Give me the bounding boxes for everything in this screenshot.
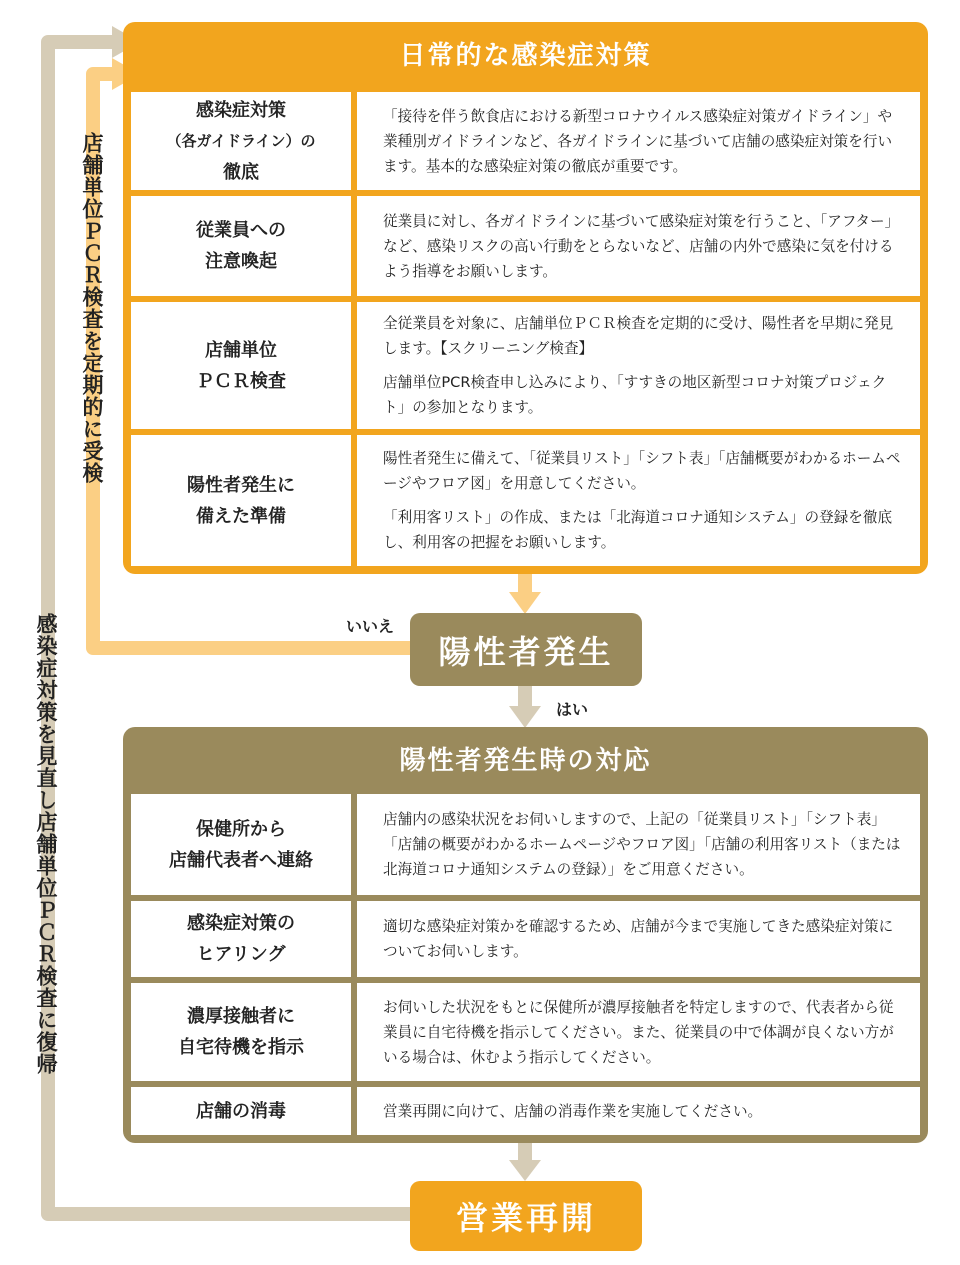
row-description [357, 196, 920, 296]
row-label-line: 感染症対策の [187, 913, 295, 934]
row-description [357, 983, 920, 1081]
response-row [131, 983, 920, 1081]
row-description [357, 794, 920, 895]
daily-row [131, 92, 920, 190]
inner-loop-label: 店舗単位ＰＣＲ検査を定期的に受検 [80, 132, 104, 484]
row-description [357, 302, 920, 429]
down-arrow-3-shaft [518, 1141, 532, 1163]
response-row [131, 901, 920, 977]
response-row [131, 794, 920, 895]
down-arrow-2-head [509, 706, 541, 728]
row-label-line: 濃厚接触者に [187, 1006, 295, 1027]
row-description [357, 435, 920, 566]
row-label-line: 店舗代表者へ連絡 [169, 849, 313, 871]
row-label-line: （各ガイドライン）の [166, 131, 316, 150]
row-label-line: 保健所から [196, 818, 286, 840]
row-label [131, 435, 351, 566]
row-description-text: 全従業員を対象に、店舗単位ＰＣＲ検査を定期的に受け、陽性者を早期に発見します。【スクリーニング検査】 [383, 315, 894, 357]
row-description [357, 92, 920, 190]
row-description-text: 適切な感染症対策かを確認するため、店舗が今まで実施してきた感染症対策についてお伺いします。 [383, 918, 894, 960]
daily-row [131, 302, 920, 429]
down-arrow-1-shaft [518, 572, 532, 594]
row-label-line: 店舗単位 [205, 339, 277, 361]
row-description-text: 陽性者発生に備えて、「従業員リスト」「シフト表」「店舗概要がわかるホームページやフロア図」を用意してください。 [383, 450, 901, 492]
yes-label: はい [556, 700, 589, 719]
down-arrow-3-head [509, 1160, 541, 1181]
row-description-text: 従業員に対し、各ガイドラインに基づいて感染症対策を行うこと、「アフター」など、感染リスクの高い行動をとらないなど、店舗の内外で感染に気を付けるよう指導をお願いします。 [383, 212, 900, 280]
daily-row [131, 435, 920, 566]
row-label-line: 従業員への [196, 220, 286, 241]
positive-case-box: 陽性者発生 [410, 613, 642, 686]
response-row [131, 1087, 920, 1135]
row-label-line: 感染症対策 [195, 99, 286, 121]
row-label [131, 794, 351, 895]
daily-row [131, 196, 920, 296]
row-label-line: ヒアリング [196, 944, 286, 965]
row-description-text: 営業再開に向けて、店舗の消毒作業を実施してください。 [383, 1102, 763, 1120]
row-label [131, 1087, 351, 1135]
row-label [131, 302, 351, 429]
row-description [357, 1087, 920, 1135]
down-arrow-1-head [509, 592, 541, 614]
row-label-line: 自宅待機を指示 [178, 1037, 304, 1058]
daily-measures-panel [123, 22, 928, 574]
row-label-line: ＰＣＲ検査 [196, 370, 286, 392]
down-arrow-2-shaft [518, 684, 532, 708]
row-description-text: お伺いした状況をもとに保健所が濃厚接触者を特定しますので、代表者から従業員に自宅待機を指示してください。また、従業員の中で体調が良くない方がいる場合は、休むよう指示してください。 [383, 998, 894, 1066]
row-label [131, 983, 351, 1081]
row-label [131, 901, 351, 977]
row-description-text: 「接待を伴う飲食店における新型コロナウイルス感染症対策ガイドライン」や業種別ガイドラインなど、各ガイドラインに基づいて店舗の感染症対策を行います。基本的な感染症対策の徹底が重要です。 [383, 107, 893, 175]
no-label: いいえ [346, 617, 395, 636]
daily-measures-title: 日常的な感染症対策 [399, 40, 652, 71]
response-title: 陽性者発生時の対応 [399, 745, 652, 776]
row-description-text: 店舗内の感染状況をお伺いしますので、上記の「従業員リスト」「シフト表」「店舗の概要がわかるホームページやフロア図」「店舗の利用客リスト（または北海道コロナ通知システムの登録）」をご用意ください。 [383, 811, 901, 878]
row-label [131, 92, 351, 190]
row-label-line: 陽性者発生に [187, 474, 295, 496]
business-restart-box: 営業再開 [410, 1181, 642, 1251]
row-label [131, 196, 351, 296]
outer-loop-label: 感染症対策を見直し店舗単位ＰＣＲ検査に復帰 [34, 613, 58, 1075]
row-label-line: 店舗の消毒 [196, 1100, 286, 1122]
response-panel [123, 727, 928, 1143]
row-description [357, 901, 920, 977]
row-description-text: 「利用客リスト」の作成、または「北海道コロナ通知システム」の登録を徹底し、利用客の把握をお願いします。 [383, 509, 893, 551]
row-description-text: 店舗単位PCR検査申し込みにより、「すすきの地区新型コロナ対策プロジェクト」の参加となります。 [383, 374, 887, 416]
row-label-line: 注意喚起 [205, 251, 277, 272]
row-label-line: 備えた準備 [196, 505, 286, 527]
row-label-line: 徹底 [222, 161, 259, 183]
